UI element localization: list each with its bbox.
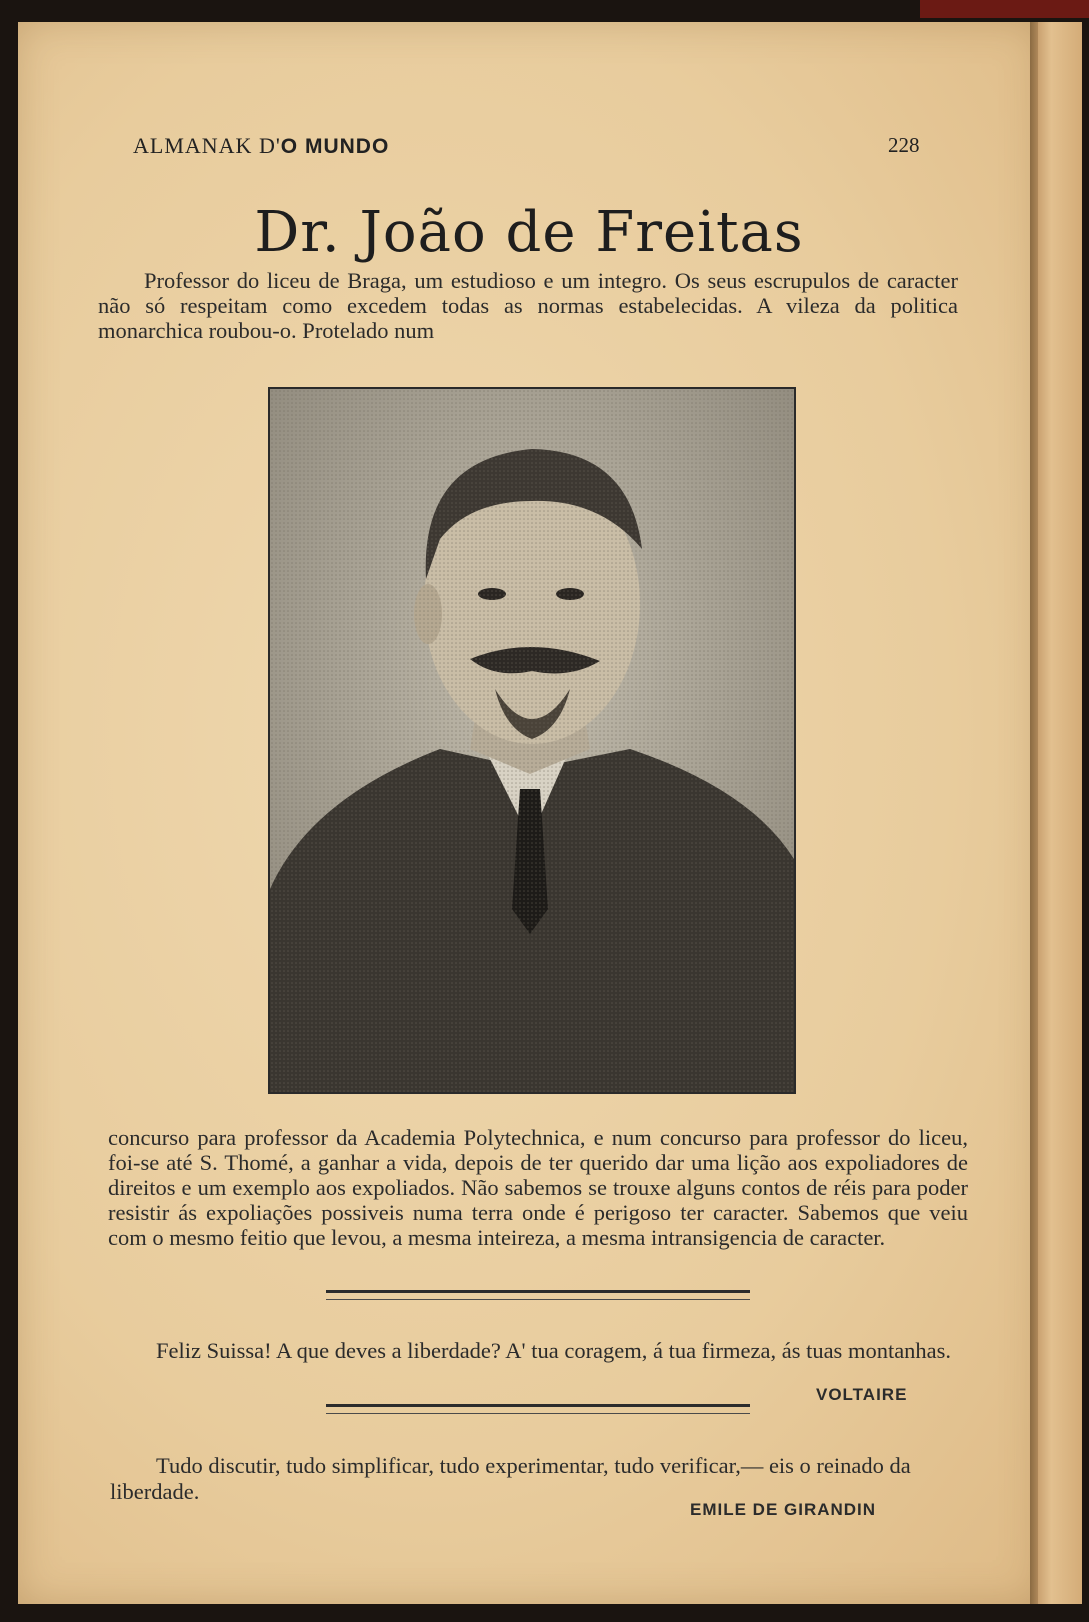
quote-voltaire: Feliz Suissa! A que deves a liberdade? A' tua coragem, á tua firmeza, ás tuas montanhas. bbox=[156, 1338, 952, 1363]
running-header bbox=[133, 133, 389, 159]
divider-rule bbox=[326, 1404, 750, 1414]
divider-rule bbox=[326, 1290, 750, 1300]
quote-author-voltaire: VOLTAIRE bbox=[816, 1385, 908, 1404]
running-title-prefix: ALMANAK D' bbox=[133, 133, 281, 158]
quote-girardin: Tudo discutir, tudo simplificar, tudo experimentar, tudo verificar,— eis o reinado da liberdade. bbox=[110, 1453, 911, 1504]
running-title-bold: O MUNDO bbox=[280, 135, 390, 158]
next-page-edge bbox=[1038, 22, 1082, 1604]
portrait-illustration bbox=[270, 389, 794, 1092]
article-title: Dr. João de Freitas bbox=[254, 200, 804, 265]
portrait-photo bbox=[268, 387, 796, 1094]
binding-edge bbox=[920, 0, 1089, 18]
article-text-bottom: concurso para professor da Academia Polytechnica, e num concurso para professor do liceu, foi-se até S. Thomé, a ganhar a vida, depois de ter querido dar uma lição aos expoliadores de direitos e um exemplo aos expoliados. Não sabemos se trouxe alguns contos de réis para poder resistir ás expoliações possiveis numa terra onde é perigoso ter caracter. Sabemos que veiu com o mesmo feitio que levou, a mesma inteireza, a mesma intransigencia de caracter. bbox=[108, 1125, 968, 1250]
quote-author-girardin: EMILE DE GIRANDIN bbox=[690, 1500, 877, 1519]
page-number: 228 bbox=[888, 133, 920, 157]
article-text-top: Professor do liceu de Braga, um estudioso e um integro. Os seus escrupulos de caracter não só respeitam como excedem todas as normas estabelecidas. A vileza da politica monarchica roubou-o. Protelado num bbox=[98, 268, 958, 343]
page bbox=[18, 22, 1040, 1604]
